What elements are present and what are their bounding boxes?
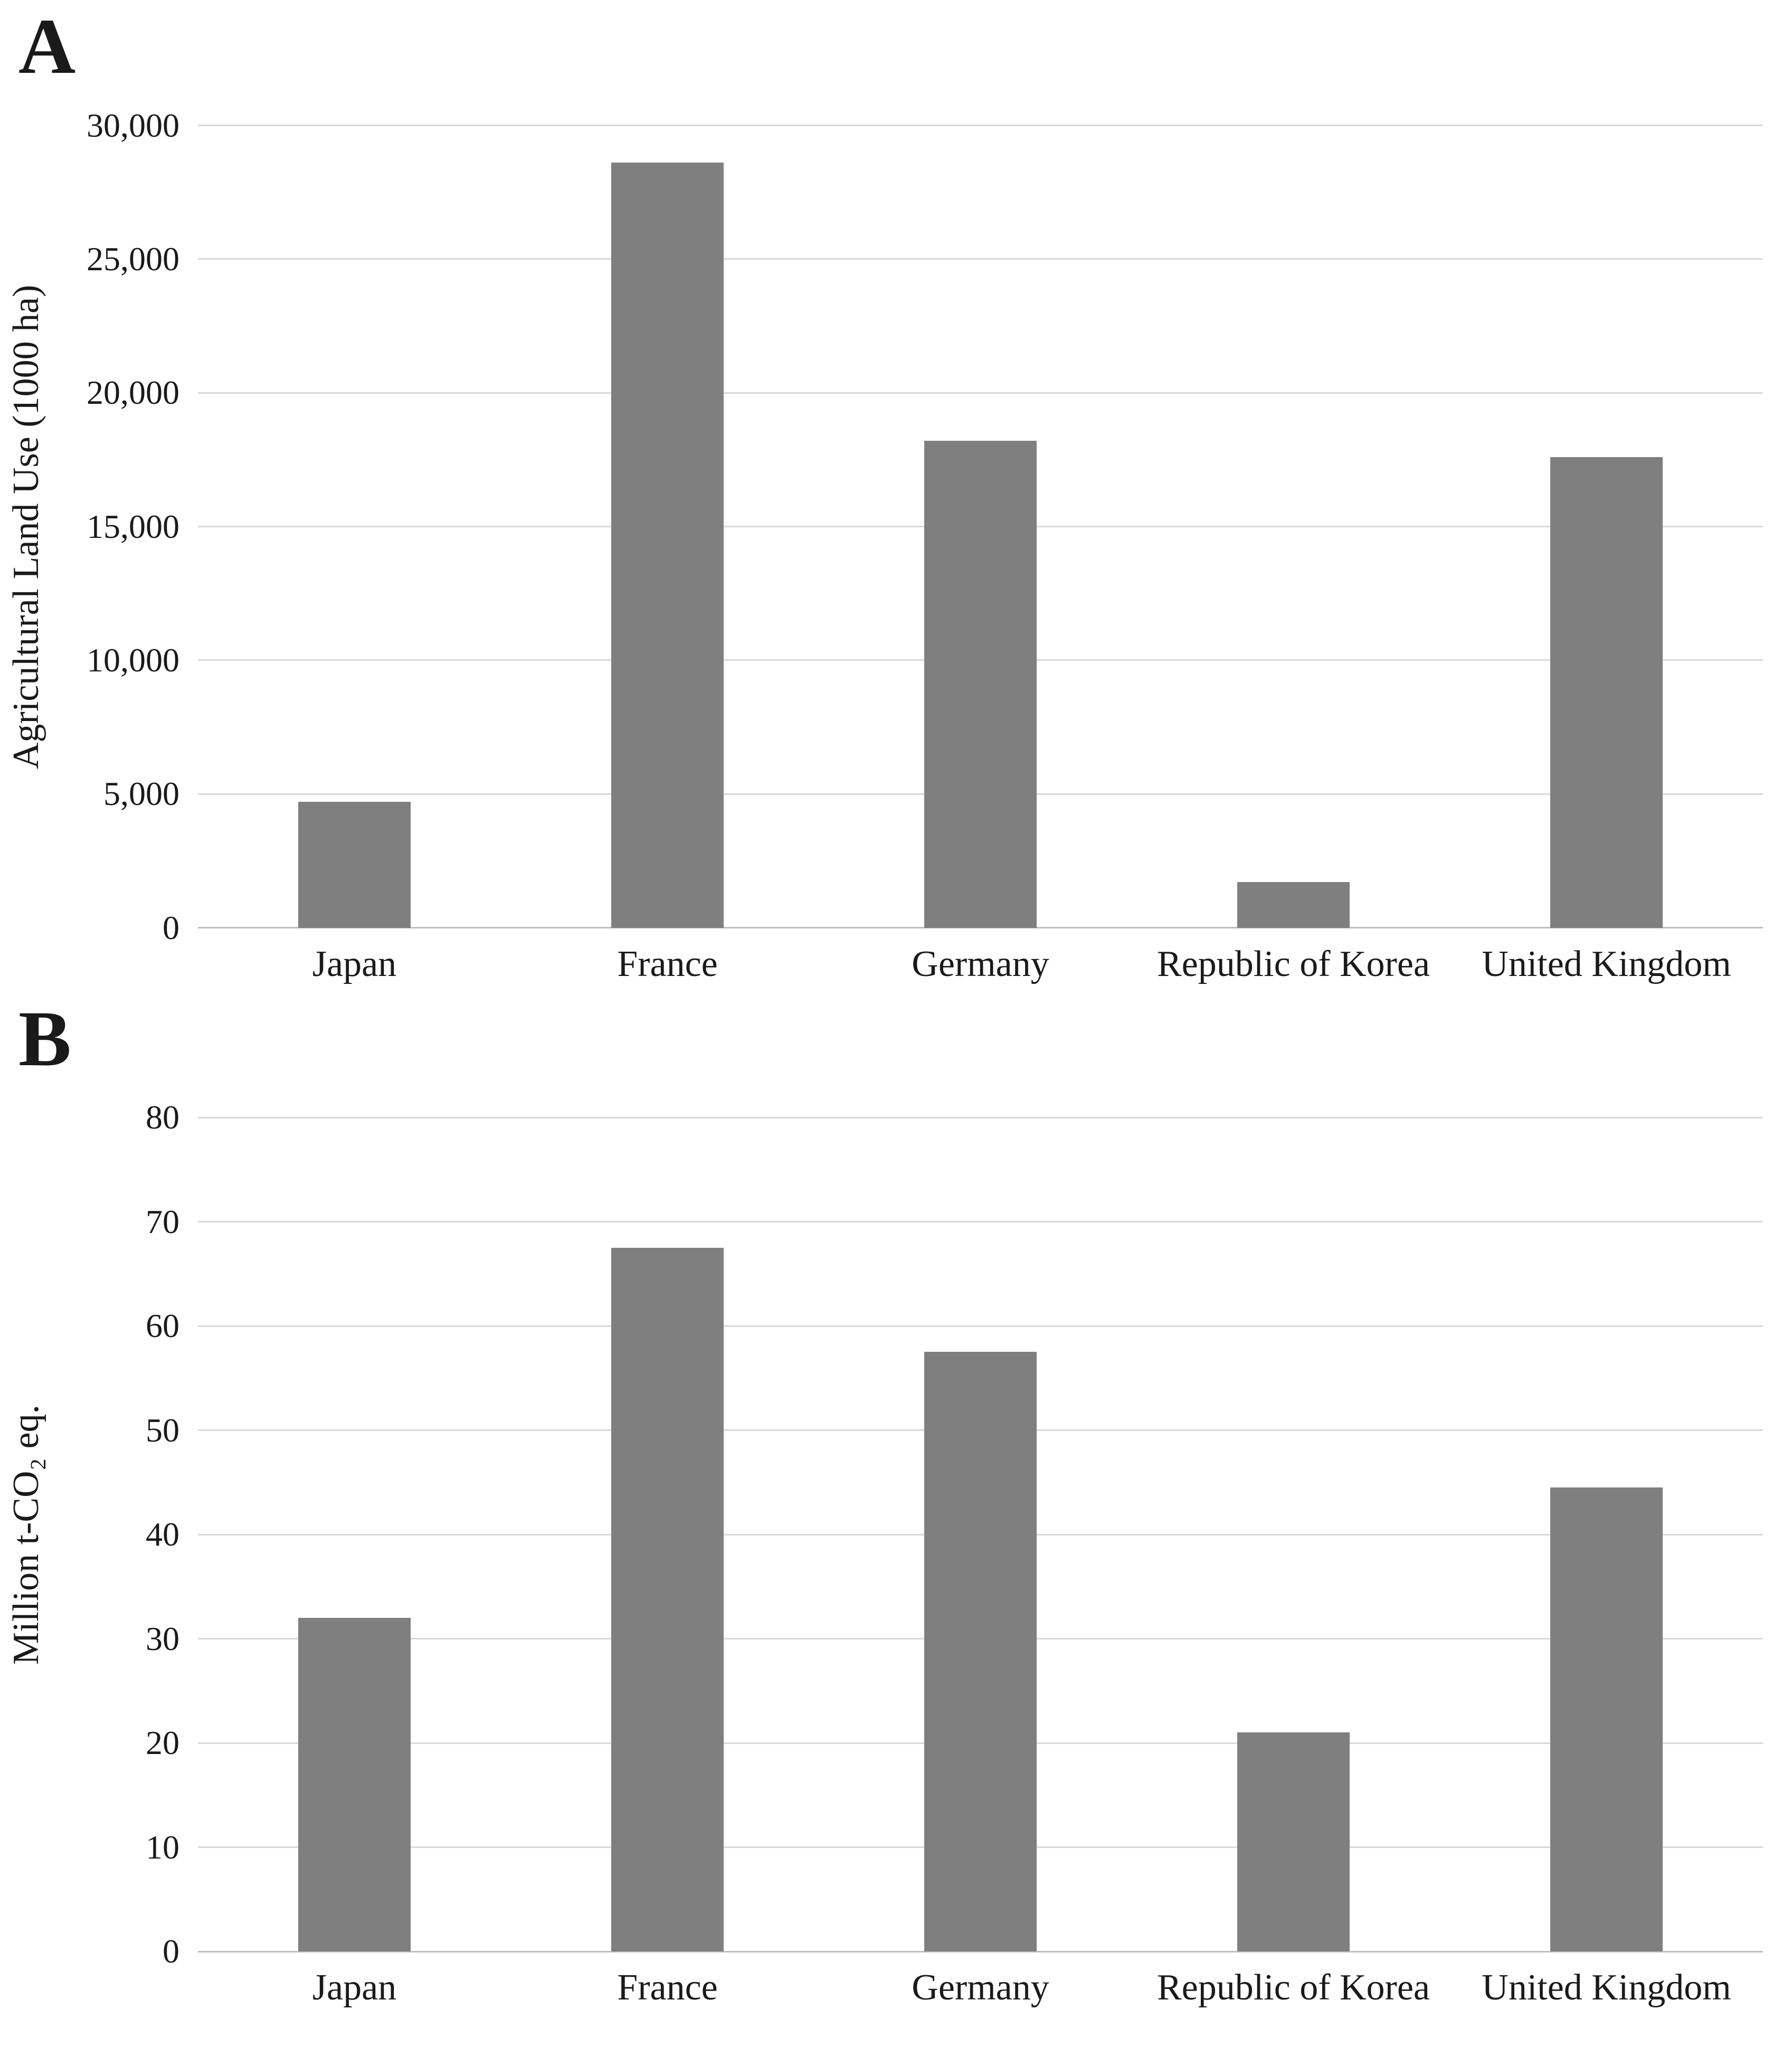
y-tick-label: 0 — [163, 1932, 179, 1970]
y-tick-label: 10 — [146, 1828, 179, 1866]
x-category-label: Germany — [912, 943, 1049, 984]
y-tick-label: 50 — [146, 1411, 179, 1449]
y-tick-label: 25,000 — [87, 240, 179, 278]
x-category-label: Republic of Korea — [1156, 943, 1430, 984]
x-category-label: France — [617, 1967, 718, 2008]
x-category-label: France — [617, 943, 718, 984]
gridline — [198, 1221, 1763, 1222]
panel-b-letter: B — [18, 994, 73, 1083]
panel-b — [0, 994, 1792, 2008]
y-tick-label: 30,000 — [87, 106, 179, 144]
bar-republic-of-korea — [1237, 1732, 1350, 1951]
gridline — [198, 1117, 1763, 1118]
x-category-label: Republic of Korea — [1156, 1967, 1430, 2008]
bar-germany — [924, 441, 1037, 927]
bar-japan — [298, 802, 411, 927]
panel-a-chart — [0, 106, 1763, 984]
panel-a-y-axis-title: Agricultural Land Use (1000 ha) — [6, 284, 46, 769]
panel-a-letter: A — [18, 3, 77, 90]
y-tick-label: 20 — [146, 1724, 179, 1761]
y-tick-label: 60 — [146, 1307, 179, 1344]
panel-b-y-axis-title: Million t-CO₂ eq. — [6, 1404, 46, 1665]
bar-united-kingdom — [1550, 1487, 1663, 1951]
gridline — [198, 392, 1763, 394]
bar-united-kingdom — [1550, 457, 1663, 928]
y-tick-label: 20,000 — [87, 374, 179, 412]
x-category-label: Japan — [312, 943, 397, 984]
panel-a — [0, 5, 1792, 984]
x-category-label: Japan — [312, 1967, 397, 2008]
panel-a-y-axis-ticks — [53, 106, 198, 946]
gridline — [198, 125, 1763, 126]
y-tick-label: 70 — [146, 1202, 179, 1240]
y-tick-label: 40 — [146, 1515, 179, 1553]
bar-republic-of-korea — [1237, 882, 1350, 927]
bar-germany — [924, 1352, 1037, 1951]
bar-france — [611, 1248, 724, 1951]
panel-b-plot-area — [198, 1117, 1763, 1951]
panel-b-x-axis-labels — [198, 1967, 1763, 2008]
gridline — [198, 1325, 1763, 1327]
y-tick-label: 80 — [146, 1098, 179, 1136]
bar-japan — [298, 1618, 411, 1951]
y-tick-label: 5,000 — [103, 775, 179, 813]
x-category-label: United Kingdom — [1482, 943, 1731, 984]
y-tick-label: 10,000 — [87, 641, 179, 679]
panel-a-x-axis-labels — [198, 944, 1763, 984]
y-tick-label: 0 — [163, 908, 179, 946]
x-category-label: United Kingdom — [1482, 1967, 1731, 2008]
panel-b-chart — [0, 1098, 1763, 2008]
panel-a-plot-area — [198, 126, 1763, 928]
panel-b-y-axis-ticks — [53, 1098, 198, 1970]
bar-france — [611, 163, 724, 927]
y-tick-label: 30 — [146, 1619, 179, 1657]
x-category-label: Germany — [912, 1967, 1049, 2008]
y-tick-label: 15,000 — [87, 507, 179, 545]
gridline — [198, 258, 1763, 260]
